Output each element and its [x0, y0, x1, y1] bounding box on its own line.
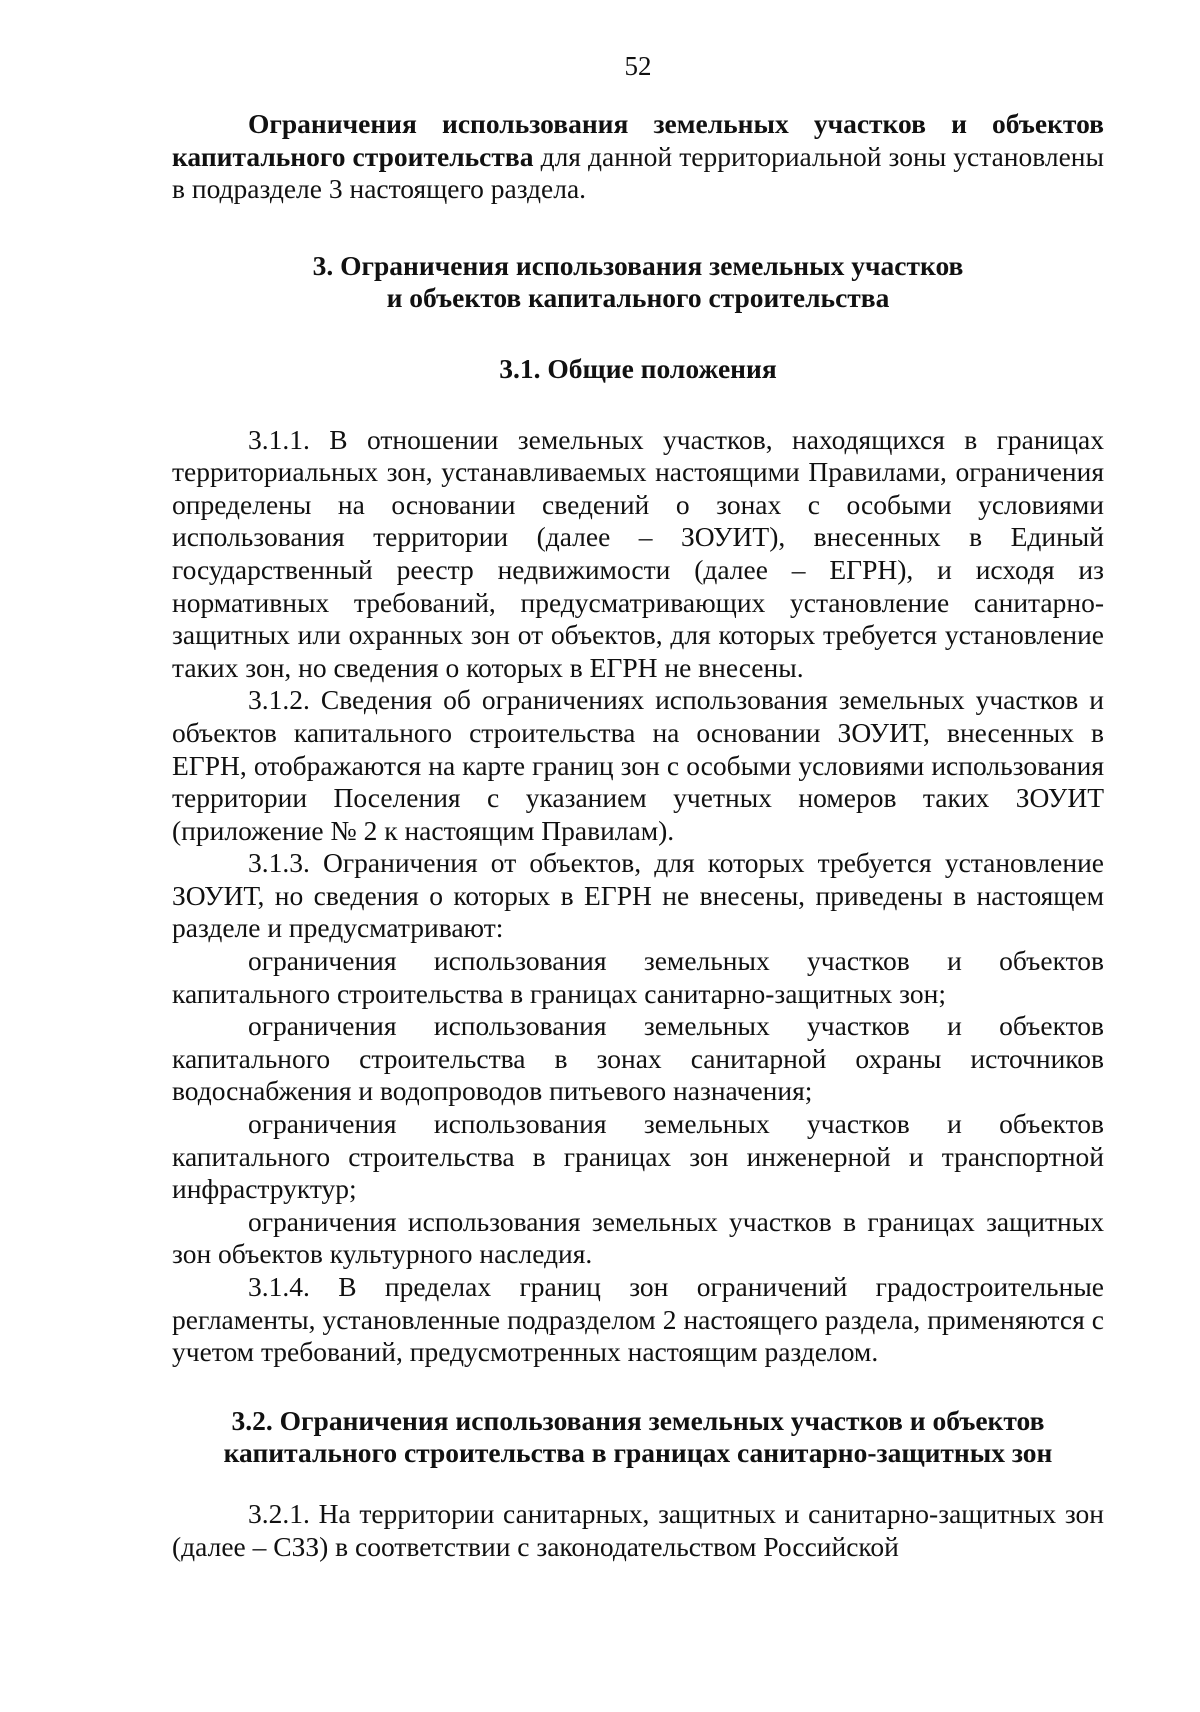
- document-page: [172, 50, 1104, 1563]
- list-item: ограничения использования земельных участков и объектов капитального строительства в границах зон инженерной и транспортной инфраструктур;: [172, 1108, 1104, 1205]
- section-3-heading-line-2: и объектов капитального строительства: [386, 282, 890, 314]
- list-item: ограничения использования земельных участков и объектов капитального строительства в границах санитарно-защитных зон;: [172, 945, 1104, 1009]
- intro-paragraph: [172, 108, 1104, 206]
- paragraph-3-2-1: 3.2.1. На территории санитарных, защитных и санитарно-защитных зон (далее – СЗЗ) в соответствии с законодательством Российской: [172, 1497, 1104, 1562]
- paragraph-3-1-1: 3.1.1. В отношении земельных участков, находящихся в границах территориальных зон, устанавливаемых настоящими Правилами, ограничения определены на основании сведений о зонах с особыми условиями использования территории (далее – ЗОУИТ), внесенных в Единый государственный реестр недвижимости (далее – ЕГРН), и исходя из нормативных требований, предусматривающих установление санитарно-защитных или охранных зон от объектов, для которых требуется установление таких зон, но сведения о которых в ЕГРН не внесены.: [172, 423, 1104, 683]
- paragraph-3-1-2: 3.1.2. Сведения об ограничениях использования земельных участков и объектов капитального строительства на основании ЗОУИТ, внесенных в ЕГРН, отображаются на карте границ зон с особыми условиями использования территории Поселения с указанием учетных номеров таких ЗОУИТ (приложение № 2 к настоящим Правилам).: [172, 684, 1104, 846]
- intro-bold-text: Ограничения использования земельных участков и объектов капитального строительства: [172, 108, 1104, 172]
- list-item: ограничения использования земельных участков и объектов капитального строительства в зонах санитарной охраны источников водоснабжения и водопроводов питьевого назначения;: [172, 1010, 1104, 1107]
- subsection-3-2-heading-line-1: 3.2. Ограничения использования земельных участков и объектов: [231, 1404, 1045, 1436]
- paragraph-3-1-3: 3.1.3. Ограничения от объектов, для которых требуется установление ЗОУИТ, но сведения о которых в ЕГРН не внесены, приведены в настоящем разделе и предусматривают:: [172, 847, 1104, 944]
- page-number: 52: [624, 51, 652, 81]
- subsection-3-2-heading-line-2: капитального строительства в границах санитарно-защитных зон: [223, 1437, 1053, 1469]
- subsection-3-2-heading: [172, 1405, 1104, 1470]
- intro-text: для данной территориальной зоны установлены в подразделе 3 настоящего раздела.: [172, 140, 1104, 205]
- subsection-3-1-heading: 3.1. Общие положения: [499, 352, 777, 384]
- section-3-heading: [172, 250, 1104, 315]
- paragraph-3-1-4: 3.1.4. В пределах границ зон ограничений градостроительные регламенты, установленные подразделом 2 настоящего раздела, применяются с учетом требований, предусмотренных настоящим разделом.: [172, 1271, 1104, 1368]
- section-3-heading-line-1: 3. Ограничения использования земельных участков: [312, 249, 964, 281]
- list-item: ограничения использования земельных участков в границах защитных зон объектов культурного наследия.: [172, 1205, 1104, 1270]
